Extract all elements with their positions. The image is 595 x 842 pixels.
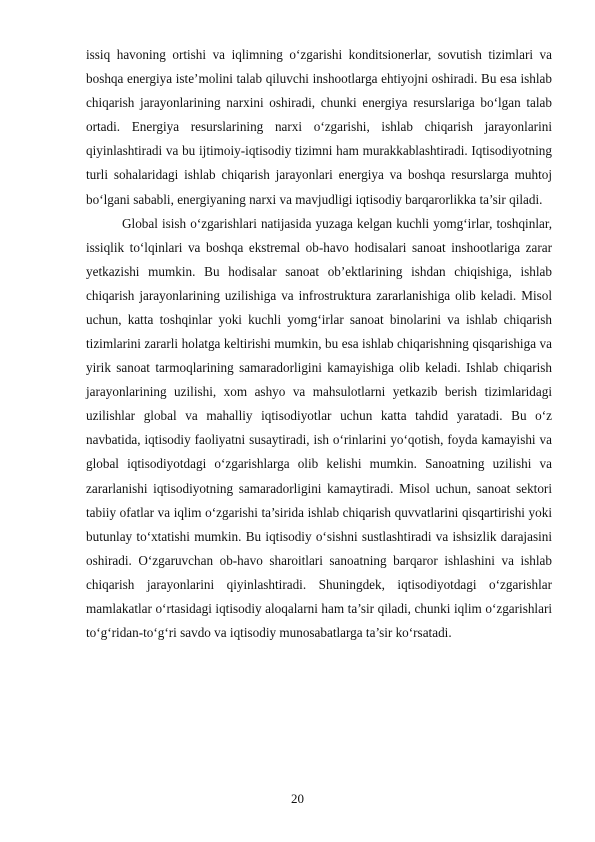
body-paragraph-2 [86,212,552,646]
paragraph-text: issiq havoning ortishi va iqlimning o‘zgarishi konditsionerlar, sovutish tizimlari va boshqa energiya iste’molini talab qiluvchi inshootlarga ehtiyojni oshiradi. Bu esa ishlab chiqarish jarayonlarining narxini oshiradi, chunki energiya resurslariga bo‘lgan talab ortadi. Energiya resurslarining narxi o‘zgarishi, ishlab chiqarish jarayonlarini qiyinlashtiradi va bu ijtimoiy-iqtisodiy tizimni ham murakkablashtiradi. Iqtisodiyotning turli sohalaridagi ishlab chiqarish jarayonlari energiya va boshqa resurslarga muhtoj bo‘lgani sababli, energiyaning narxi va mavjudligi iqtisodiy barqarorlikka ta’sir qiladi. [86,47,552,207]
paragraph-text: Global isish o‘zgarishlari natijasida yuzaga kelgan kuchli yomg‘irlar, toshqinlar, issiqlik to‘lqinlari va boshqa ekstremal ob-havo hodisalari sanoat inshootlariga zarar yetkazishi mumkin. Bu hodisalar sanoat ob’ektlarining ishdan chiqishiga, ishlab chiqarish jarayonlarining uzilishiga va infrostruktura zararlanishiga olib keladi. Misol uchun, katta toshqinlar yoki kuchli yomg‘irlar sanoat binolarini va ishlab chiqarish tizimlarini zararli holatga keltirishi mumkin, bu esa ishlab chiqarishning qisqarishiga va yirik sanoat tarmoqlarining samaradorligini kamayishiga olib keladi. Ishlab chiqarish jarayonlarining uzilishi, xom ashyo va mahsulotlarni yetkazib berish tizimlaridagi uzilishlar global va mahalliy iqtisodiyotlar uchun katta tahdid yaratadi. Bu o‘z navbatida, iqtisodiy faoliyatni susaytiradi, ish o‘rinlarini yo‘qotish, foyda kamayishi va global iqtisodiyotdagi o‘zgarishlarga olib kelishi mumkin. Sanoatning uzilishi va zararlanishi iqtisodiyotning samaradorligini kamaytiradi. Misol uchun, sanoat sektori tabiiy ofatlar va iqlim o‘zgarishi ta’sirida ishlab chiqarish quvvatlarini qisqartirishi yoki butunlay to‘xtatishi mumkin. Bu iqtisodiy o‘sishni sustlashtiradi va ishsizlik darajasini oshiradi. O‘zgaruvchan ob-havo sharoitlari sanoatning barqaror ishlashini va ishlab chiqarish jarayonlarini qiyinlashtiradi. Shuningdek, iqtisodiyotdagi o‘zgarishlar mamlakatlar o‘rtasidagi iqtisodiy aloqalarni ham ta’sir qiladi, chunki iqlim o‘zgarishlari to‘g‘ridan-to‘g‘ri savdo va iqtisodiy munosabatlarga ta’sir ko‘rsatadi. [86,215,552,641]
page-number: 20 [291,791,304,806]
body-paragraph-1 [86,43,552,212]
